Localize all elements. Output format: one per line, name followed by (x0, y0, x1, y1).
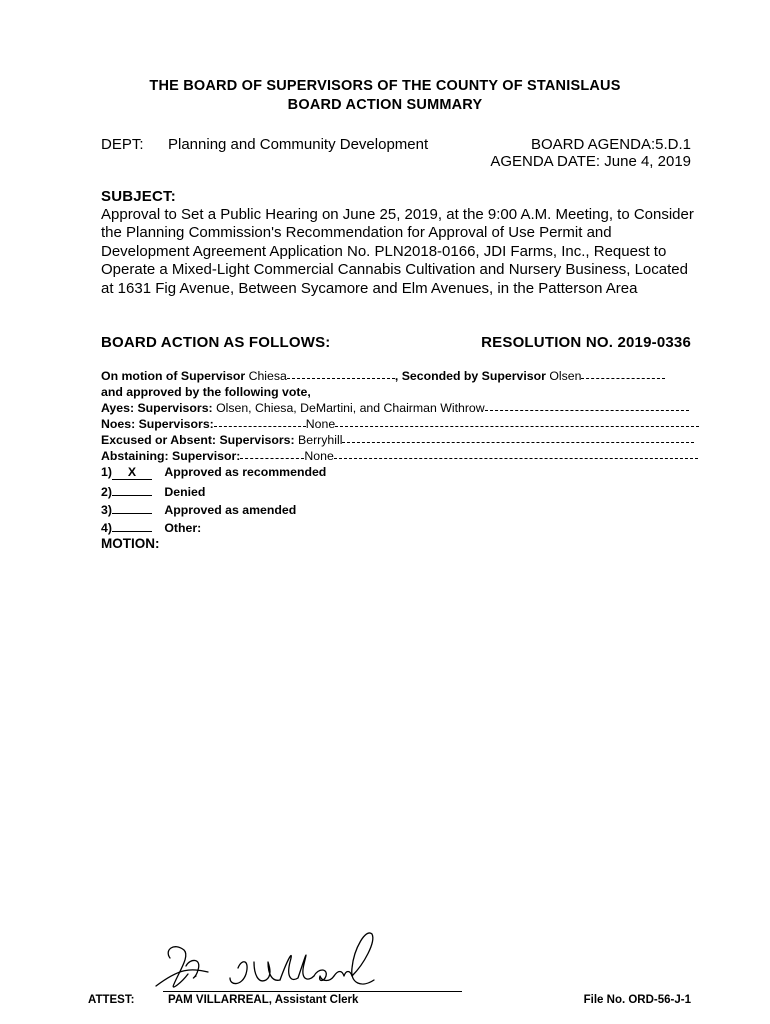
option-1-mark: X (112, 465, 152, 480)
document-title: THE BOARD OF SUPERVISORS OF THE COUNTY OF STANISLAUS (149, 78, 621, 94)
agenda-date: AGENDA DATE: June 4, 2019 (490, 153, 691, 170)
resolution-number: RESOLUTION NO. 2019-0336 (481, 334, 691, 351)
document-subtitle: BOARD ACTION SUMMARY (287, 97, 483, 113)
clerk-name: PAM VILLARREAL, Assistant Clerk (168, 994, 359, 1006)
ayes-value: Olsen, Chiesa, DeMartini, and Chairman Withrow (216, 401, 485, 415)
subject-label: SUBJECT: (101, 188, 176, 205)
motion-line (101, 369, 665, 383)
option-2-mark (112, 483, 152, 496)
seconded-value: Olsen (549, 369, 582, 383)
abstaining-line (101, 449, 698, 463)
motion-label: MOTION: (101, 536, 160, 551)
on-motion-value: Chiesa (248, 369, 287, 383)
approved-by-text: and approved by the following vote, (101, 385, 311, 399)
option-3-mark (112, 501, 152, 514)
abstaining-label: Abstaining: Supervisor: (101, 449, 241, 463)
option-4: 4) Other: (101, 521, 202, 535)
file-number: File No. ORD-56-J-1 (583, 994, 691, 1006)
option-4-mark (112, 519, 152, 532)
board-action-heading: BOARD ACTION AS FOLLOWS: (101, 334, 331, 351)
ayes-label: Ayes: Supervisors: (101, 401, 213, 415)
attest-label: ATTEST: (88, 994, 135, 1006)
seconded-label: , Seconded by Supervisor (394, 369, 546, 383)
noes-line (101, 417, 699, 431)
dept-value: Planning and Community Development (168, 136, 429, 153)
subject-text: Approval to Set a Public Hearing on June 25, 2019, at the 9:00 A.M. Meeting, to Consider the Planning Commission's Recommendation for Approval of Use Permit and Development Agreement Application No. PLN2018-0166, JDI Farms, Inc., Request to Operate a Mixed-Light Commercial Cannabis Cultivation and Nursery Business, Located at 1631 Fig Avenue, Between Sycamore and Elm Avenues, in the Patterson Area (101, 206, 694, 297)
noes-value: None (305, 417, 336, 431)
noes-label: Noes: Supervisors: (101, 417, 214, 431)
signature-image (150, 928, 390, 998)
dept-label: DEPT: (101, 136, 144, 153)
excused-value: Berryhill (298, 433, 343, 447)
excused-label: Excused or Absent: Supervisors: (101, 433, 295, 447)
option-2: 2) Denied (101, 485, 206, 499)
ayes-line (101, 401, 689, 415)
excused-line (101, 433, 694, 447)
board-agenda: BOARD AGENDA:5.D.1 (530, 136, 691, 153)
option-1: 1) X Approved as recommended (101, 465, 327, 479)
on-motion-label: On motion of Supervisor (101, 369, 246, 383)
option-3: 3) Approved as amended (101, 503, 297, 517)
abstaining-value: None (304, 449, 334, 463)
